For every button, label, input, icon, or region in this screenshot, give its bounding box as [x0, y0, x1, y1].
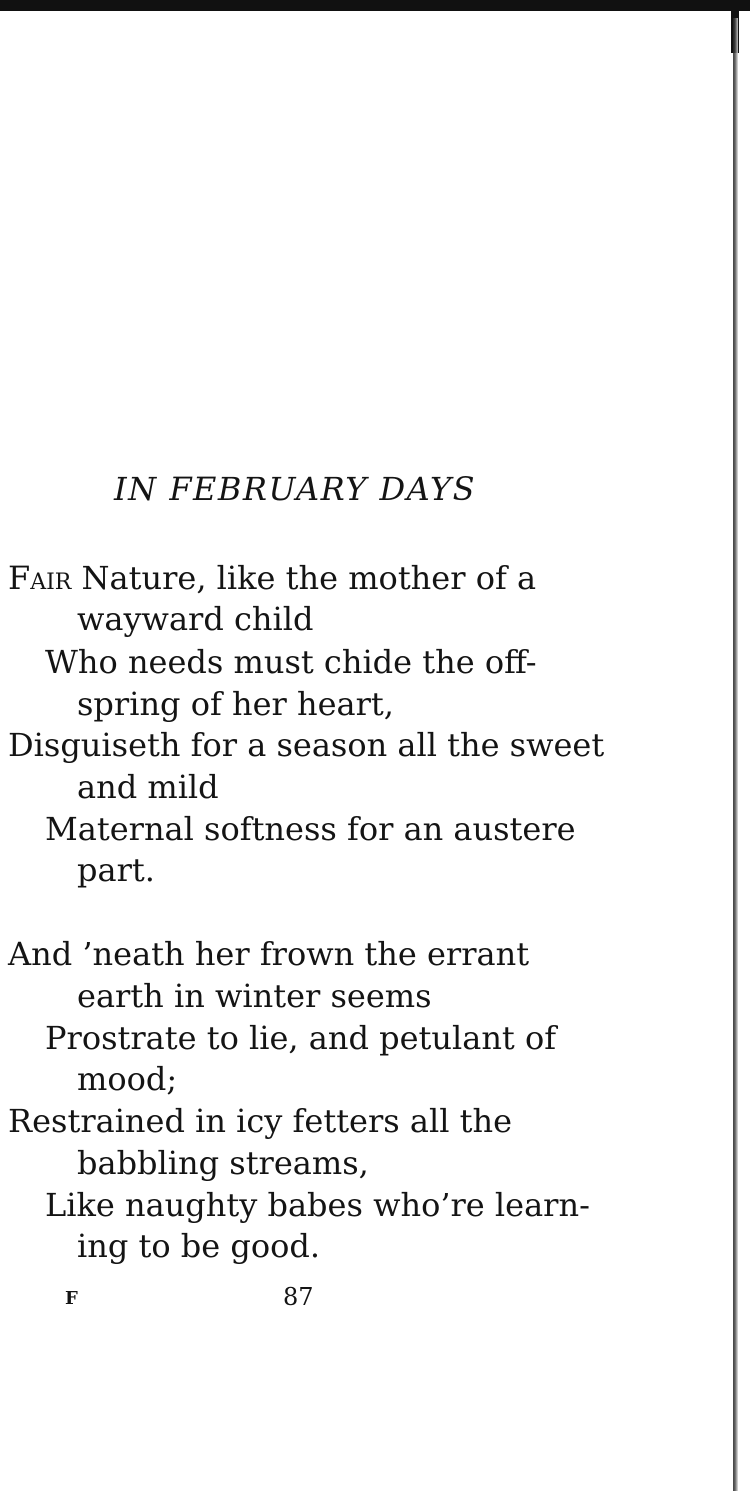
verse-line: mood;	[77, 1060, 178, 1098]
verse-line: Maternal softness for an austere	[45, 810, 576, 848]
verse-line: part.	[77, 851, 155, 889]
verse-line: Restrained in icy fetters all the	[8, 1102, 512, 1140]
verse-line: Like naughty babes who’re learn-	[45, 1186, 590, 1224]
verse-line	[8, 558, 536, 598]
verse-line: Disguiseth for a season all the sweet	[8, 726, 605, 764]
verse-line: babbling streams,	[77, 1144, 369, 1182]
poem-title: IN FEBRUARY DAYS	[114, 470, 476, 508]
verse-line-rest: Nature, like the mother of a	[71, 559, 537, 597]
verse-line: Prostrate to lie, and petulant of	[45, 1019, 557, 1057]
top-page-edge	[0, 0, 750, 11]
verse-line-lead-word: Fair	[8, 559, 72, 597]
right-page-edge	[733, 18, 738, 1491]
verse-line: wayward child	[77, 600, 314, 638]
verse-line: ing to be good.	[77, 1227, 321, 1265]
verse-line: spring of her heart,	[77, 685, 394, 723]
page-number: 87	[283, 1283, 314, 1311]
verse-line: earth in winter seems	[77, 977, 432, 1015]
signature-mark: F	[65, 1288, 78, 1309]
verse-line: And ’neath her frown the errant	[8, 935, 530, 973]
verse-line: and mild	[77, 768, 219, 806]
verse-line: Who needs must chide the off-	[45, 643, 537, 681]
